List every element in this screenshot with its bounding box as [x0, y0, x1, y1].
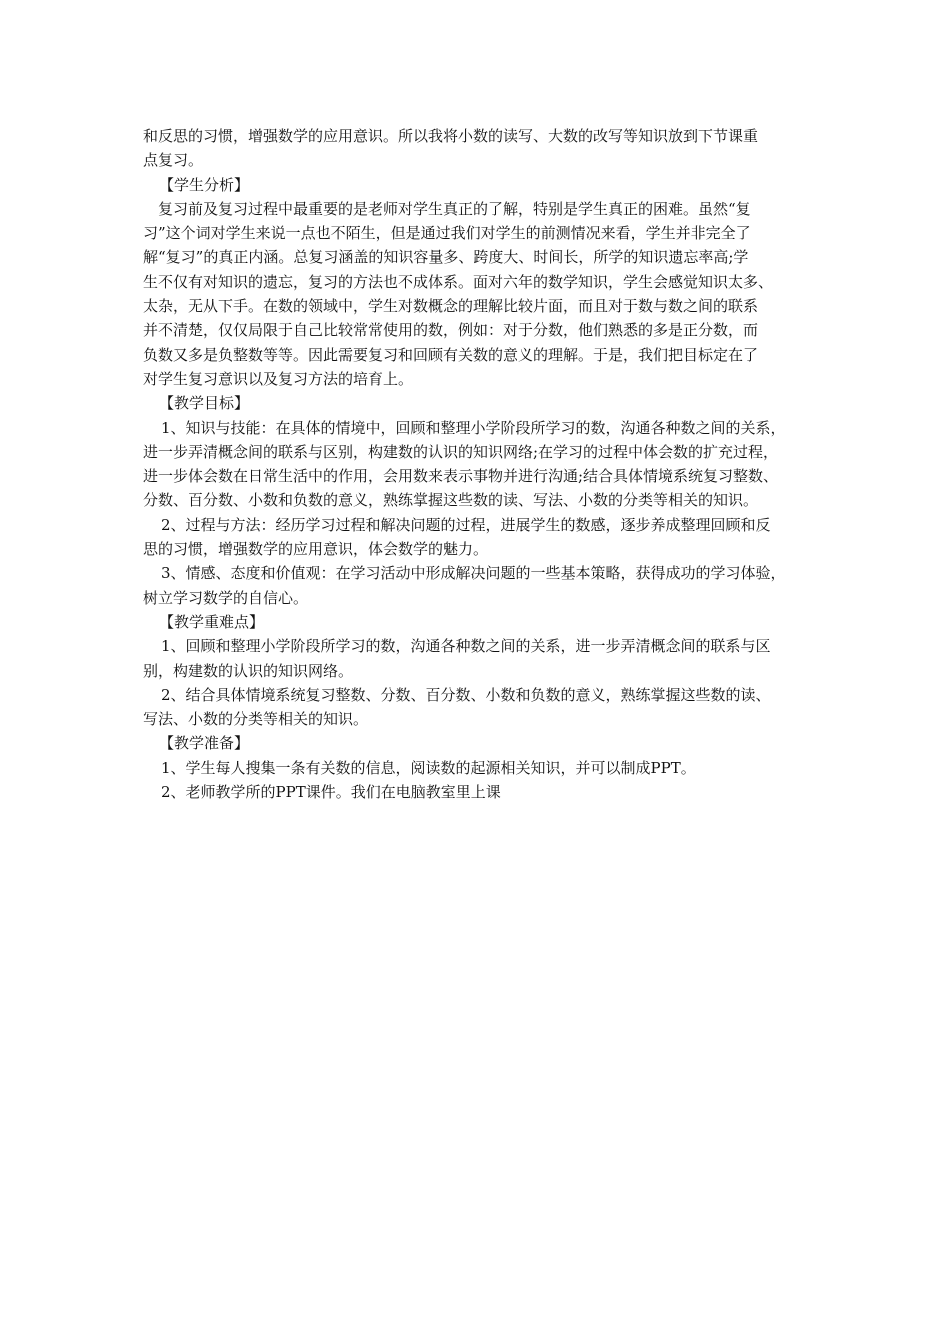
paragraph-line: 写法、小数的分类等相关的知识。 — [143, 710, 369, 729]
section-heading-student-analysis: 【学生分析】 — [159, 175, 250, 194]
paragraph-line: 分数、百分数、小数和负数的意义，熟练掌握这些数的读、写法、小数的分类等相关的知识。 — [143, 491, 759, 510]
paragraph-line: 别，构建数的认识的知识网络。 — [143, 661, 354, 680]
document-body — [143, 124, 823, 804]
paragraph-line: 并不清楚，仅仅局限于自己比较常常使用的数，例如：对于分数，他们熟悉的多是正分数，而 — [143, 321, 759, 340]
list-item: 2、老师教学所的PPT课件。我们在电脑教室里上课 — [161, 783, 501, 802]
list-item: 1、知识与技能：在具体的情境中，回顾和整理小学阶段所学习的数，沟通各种数之间的关系， — [161, 418, 786, 437]
list-item: 2、结合具体情境系统复习整数、分数、百分数、小数和负数的意义，熟练掌握这些数的读、 — [161, 685, 771, 704]
list-item: 1、学生每人搜集一条有关数的信息，阅读数的起源相关知识，并可以制成PPT。 — [161, 758, 696, 777]
paragraph-line: 习”这个词对学生来说一点也不陌生，但是通过我们对学生的前测情况来看，学生并非完全了 — [143, 224, 751, 243]
paragraph-line: 进一步弄清概念间的联系与区别，构建数的认识的知识网络;在学习的过程中体会数的扩充过程， — [143, 442, 779, 461]
section-heading-key-points: 【教学重难点】 — [159, 612, 265, 631]
paragraph-line: 思的习惯，增强数学的应用意识，体会数学的魅力。 — [143, 540, 489, 559]
list-item: 3、情感、态度和价值观：在学习活动中形成解决问题的一些基本策略，获得成功的学习体验， — [161, 564, 786, 583]
section-heading-preparation: 【教学准备】 — [159, 734, 250, 753]
paragraph-line: 树立学习数学的自信心。 — [143, 588, 309, 607]
paragraph-line: 进一步体会数在日常生活中的作用，会用数来表示事物并进行沟通;结合具体情境系统复习整数、 — [143, 467, 779, 486]
paragraph-line: 生不仅有对知识的遗忘，复习的方法也不成体系。面对六年的数学知识，学生会感觉知识太多、 — [143, 272, 774, 291]
paragraph-line: 点复习。 — [143, 151, 204, 170]
list-item: 2、过程与方法：经历学习过程和解决问题的过程，进展学生的数感，逐步养成整理回顾和反 — [161, 515, 771, 534]
paragraph-line: 太杂，无从下手。在数的领域中，学生对数概念的理解比较片面，而且对于数与数之间的联系 — [143, 297, 759, 316]
paragraph-line: 对学生复习意识以及复习方法的培育上。 — [143, 369, 414, 388]
paragraph-line: 解“复习”的真正内涵。总复习涵盖的知识容量多、跨度大、时间长，所学的知识遗忘率高;学 — [143, 248, 749, 267]
paragraph-line: 和反思的习惯，增强数学的应用意识。所以我将小数的读写、大数的改写等知识放到下节课重 — [143, 127, 759, 145]
paragraph-line: 负数又多是负整数等等。因此需要复习和回顾有关数的意义的理解。于是，我们把目标定在了 — [143, 345, 759, 364]
section-heading-teaching-goals: 【教学目标】 — [159, 394, 250, 413]
list-item: 1、回顾和整理小学阶段所学习的数，沟通各种数之间的关系，进一步弄清概念间的联系与区 — [161, 637, 771, 656]
paragraph-line: 复习前及复习过程中最重要的是老师对学生真正的了解，特别是学生真正的困难。虽然“复 — [158, 199, 751, 218]
